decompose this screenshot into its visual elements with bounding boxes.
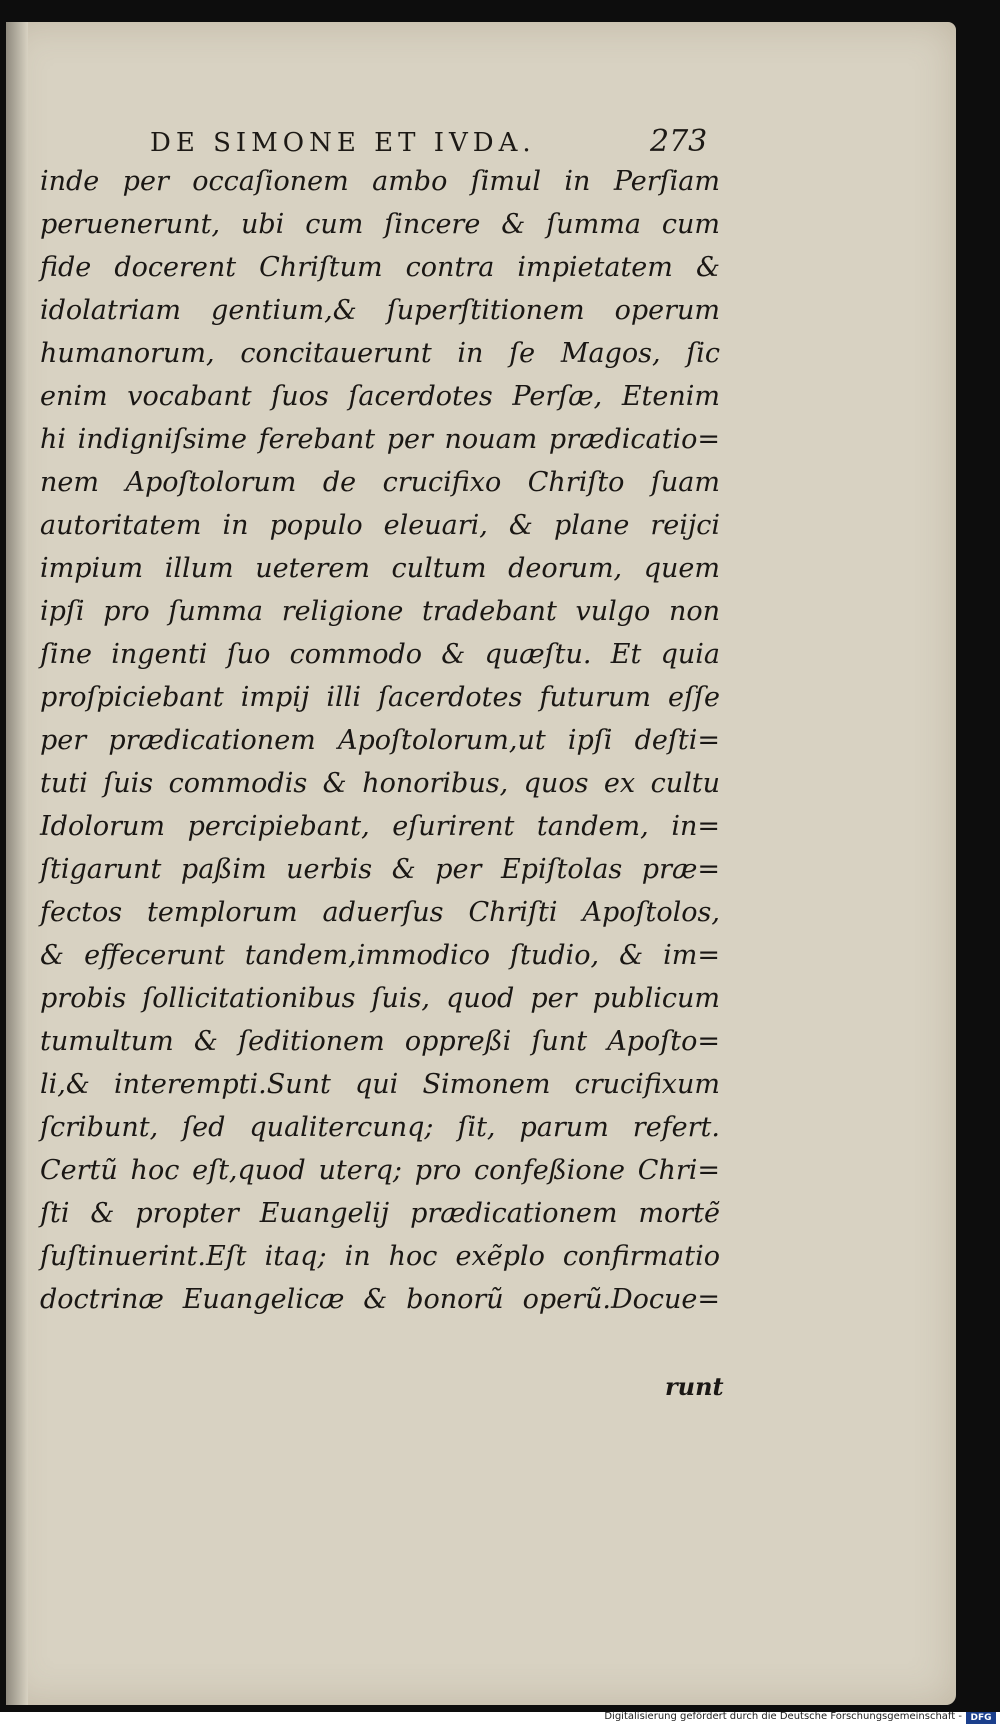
text-line: ſti & propter Euangelij prædicationem mortẽ [40, 1198, 720, 1229]
running-title: DE SIMONE ET IVDA. [150, 128, 536, 158]
text-line: enim vocabant ſuos ſacerdotes Perſæ, Etenim [40, 381, 720, 412]
text-line: inde per occaſionem ambo ſimul in Perſiam [40, 166, 720, 197]
text-line: fectos templorum aduerſus Chriſti Apoſtolos, [40, 897, 720, 928]
text-line: doctrinæ Euangelicæ & bonorũ operũ.Docue= [40, 1284, 720, 1315]
dfg-logo: DFG [966, 1712, 996, 1724]
text-line: li,& interempti.Sunt qui Simonem crucifixum [40, 1069, 720, 1100]
text-line: impium illum ueterem cultum deorum, quem [40, 553, 720, 584]
funding-credit: Digitalisierung gefördert durch die Deutsche Forschungsgemeinschaft - [604, 1711, 962, 1722]
text-line: nem Apoſtolorum de crucifixo Chriſto ſuam [40, 467, 720, 498]
text-line: & effecerunt tandem,immodico ſtudio, & im= [40, 940, 720, 971]
text-line: Certũ hoc eſt,quod uterq; pro confeßione Chri= [40, 1155, 720, 1186]
text-line: idolatriam gentium,& ſuperſtitionem operum [40, 295, 720, 326]
page-number: 273 [650, 124, 708, 159]
text-line: humanorum, concitauerunt in ſe Magos, ſic [40, 338, 720, 369]
text-line: Idolorum percipiebant, eſurirent tandem, in= [40, 811, 720, 842]
text-line: proſpiciebant impij illi ſacerdotes futurum eſſe [40, 682, 720, 713]
text-line: ſcribunt, ſed qualitercunq; ſit, parum refert. [40, 1112, 720, 1143]
text-line: ſine ingenti ſuo commodo & quæſtu. Et quia [40, 639, 720, 670]
text-line: probis ſollicitationibus ſuis, quod per publicum [40, 983, 720, 1014]
text-line: peruenerunt, ubi cum ſincere & ſumma cum [40, 209, 720, 240]
text-line: tuti ſuis commodis & honoribus, quos ex cultu [40, 768, 720, 799]
body-text [40, 160, 720, 1321]
catchword: runt [665, 1372, 724, 1401]
text-line: ſtigarunt paßim uerbis & per Epiſtolas præ= [40, 854, 720, 885]
page-gutter [6, 22, 28, 1705]
text-line: tumultum & ſeditionem oppreßi ſunt Apoſto= [40, 1026, 720, 1057]
text-line: autoritatem in populo eleuari, & plane reijci [40, 510, 720, 541]
text-line: fide docerent Chriſtum contra impietatem & [40, 252, 720, 283]
text-line: ipſi pro ſumma religione tradebant vulgo non [40, 596, 720, 627]
text-line: hi indigniſsime ferebant per nouam prædicatio= [40, 424, 720, 455]
text-line: per prædicationem Apoſtolorum,ut ipſi deſti= [40, 725, 720, 756]
text-line: ſuſtinuerint.Eſt itaq; in hoc exẽplo confirmatio [40, 1241, 720, 1272]
